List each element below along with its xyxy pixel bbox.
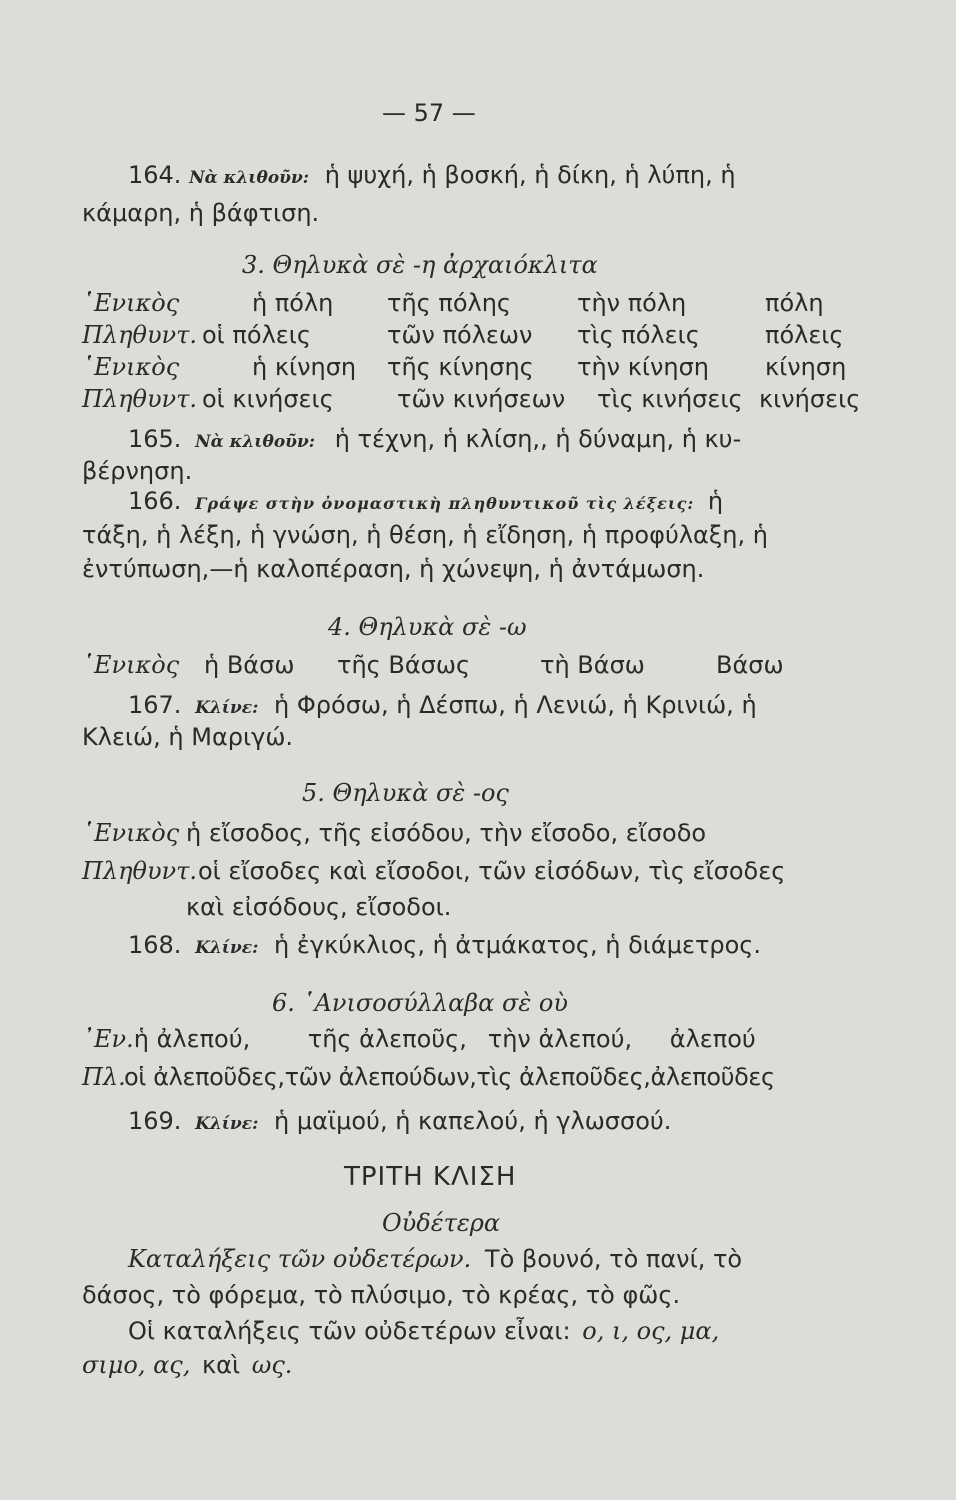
exercise-command: Κλίνε: (195, 698, 259, 718)
declension-row (82, 650, 784, 680)
exercise-number: 169. (128, 1107, 182, 1135)
exercise-number: 164. (128, 161, 182, 189)
paragraph-text: Τὸ βουνό, τὸ πανί, τὸ (484, 1245, 743, 1273)
declension-row (82, 818, 706, 848)
exercise-number: 168. (128, 931, 182, 959)
cell: τῶν κινήσεων (397, 385, 566, 413)
cell: ἀλεπού (669, 1025, 756, 1053)
exercise-167-line1 (128, 690, 757, 723)
exercise-text: ἡ τέχνη, ἡ κλίση,, ἡ δύναμη, ἡ κυ- (334, 425, 742, 453)
cell: ἡ ἀλεπού, (133, 1025, 251, 1053)
cell: τῆς κίνησης (387, 353, 534, 381)
exercise-text: ἡ (707, 487, 724, 515)
cell: κινήσεις (759, 385, 861, 413)
section-3-heading: 3. Θηλυκὰ σὲ -η ἀρχαιόκλιτα (242, 251, 598, 279)
row-label: ῾Ενικὸς (82, 353, 180, 381)
cell: τῆς ἀλεποῦς, (307, 1025, 467, 1053)
exercise-text: ἡ ἐγκύκλιος, ἡ ἀτμάκατος, ἡ διάμετρος. (274, 931, 762, 959)
cell: οἱ πόλεις (202, 321, 311, 349)
section-4-heading: 4. Θηλυκὰ σὲ -ω (328, 613, 527, 641)
endings-list: ως. (251, 1351, 293, 1379)
paragraph-1-line1 (128, 1244, 742, 1274)
declension-row (82, 288, 824, 318)
exercise-command: Γράψε στὴν ὀνομαστικὴ πληθυντικοῦ τὶς λέξεις: (195, 494, 695, 513)
cell: πόλεις (765, 321, 844, 349)
cell: πόλη (765, 289, 824, 317)
declension-row (82, 1062, 775, 1092)
row-label: ῾Ενικὸς (82, 289, 180, 317)
endings-list: σιμο, ας, (82, 1351, 191, 1379)
cell: τὴν κίνηση (577, 353, 709, 381)
row-label: Πληθυντ. (82, 385, 198, 413)
exercise-166-line2: τάξη, ἡ λέξη, ἡ γνώση, ἡ θέση, ἡ εἴδηση, ἡ προφύλαξη, ἡ (82, 521, 768, 549)
cell: τὴ Βάσω (540, 651, 645, 679)
cell: τῶν πόλεων (387, 321, 533, 349)
section-5-heading: 5. Θηλυκὰ σὲ -ος (302, 779, 509, 807)
cell: τῆς Βάσως (337, 651, 471, 679)
cell: ἡ κίνηση (252, 353, 357, 381)
cell: ἡ εἴσοδος, τῆς εἰσόδου, τὴν εἴσοδο, εἴσοδο (186, 819, 707, 847)
declension-row (82, 320, 844, 350)
row-label: Πληθυντ. (82, 857, 198, 885)
exercise-command: Νὰ κλιθοῦν: (189, 168, 310, 188)
cell: τὴν ἀλεπού, (487, 1025, 633, 1053)
row-label: Πλ. (82, 1063, 126, 1091)
exercise-number: 167. (128, 691, 182, 719)
exercise-command: Κλίνε: (195, 938, 259, 958)
cell: οἱ κινήσεις (202, 385, 334, 413)
row-label: ᾿Εν. (82, 1025, 134, 1053)
exercise-text: ἡ μαϊμού, ἡ καπελού, ἡ γλωσσού. (274, 1107, 672, 1135)
exercise-text: ἡ ψυχή, ἡ βοσκή, ἡ δίκη, ἡ λύπη, ἡ (324, 161, 736, 189)
cell: ἡ Βάσω (204, 651, 295, 679)
exercise-165-line2: βέρνηση. (82, 457, 193, 485)
declension-row (82, 856, 785, 886)
row-label: ῾Ενικὸς (82, 651, 180, 679)
exercise-166-line3: ἐντύπωση,—ἡ καλοπέραση, ἡ χώνεψη, ἡ ἀντάμωση. (82, 555, 705, 583)
exercise-164-line2: κάμαρη, ἡ βάφτιση. (82, 199, 320, 227)
row-label: ῾Ενικὸς (82, 819, 180, 847)
exercise-165-line1 (128, 424, 741, 457)
cell: τὴν πόλη (577, 289, 687, 317)
declension-row (82, 1024, 756, 1054)
paragraph-text: καὶ (202, 1351, 241, 1379)
section-6-heading: 6. ῾Ανισοσύλλαβα σὲ οὺ (272, 989, 568, 1017)
declension-row (82, 384, 860, 414)
paragraph-2-line1 (128, 1316, 719, 1346)
chapter-heading: ΤΡΙΤΗ ΚΛΙΣΗ (344, 1162, 517, 1192)
declension-row-continued: καὶ εἰσόδους, εἴσοδοι. (186, 893, 452, 921)
cell: τὶς κινήσεις (597, 385, 743, 413)
chapter-subheading: Οὐδέτερα (382, 1209, 501, 1237)
cell: ἡ πόλη (252, 289, 334, 317)
exercise-command: Νὰ κλιθοῦν: (195, 432, 316, 452)
paragraph-text: Οἱ καταλήξεις τῶν οὐδετέρων εἶναι: (128, 1317, 571, 1345)
exercise-command: Κλίνε: (195, 1114, 259, 1134)
exercise-166-line1 (128, 486, 723, 519)
exercise-164-line1 (128, 160, 736, 193)
declension-row (82, 352, 846, 382)
cell: οἱ εἴσοδες καὶ εἴσοδοι, τῶν εἰσόδων, τὶς εἴσοδες (198, 857, 786, 885)
row-label: Πληθυντ. (82, 321, 198, 349)
exercise-169-line1 (128, 1106, 671, 1139)
cell: Βάσω (716, 651, 784, 679)
exercise-number: 166. (128, 487, 182, 515)
paragraph-2-line2 (82, 1350, 292, 1380)
paragraph-1-line2: δάσος, τὸ φόρεμα, τὸ πλύσιμο, τὸ κρέας, τὸ φῶς. (82, 1281, 681, 1309)
exercise-168-line1 (128, 930, 761, 963)
cell: κίνηση (765, 353, 847, 381)
page-number: — 57 — (382, 99, 476, 127)
cell: τὶς πόλεις (577, 321, 700, 349)
exercise-number: 165. (128, 425, 182, 453)
cell: τῆς πόλης (387, 289, 512, 317)
exercise-167-line2: Κλειώ, ἡ Μαριγώ. (82, 723, 294, 751)
cell: οἱ ἀλεποῦδες,τῶν ἀλεπούδων,τὶς ἀλεποῦδες,ἀλεποῦδες (124, 1063, 775, 1091)
exercise-text: ἡ Φρόσω, ἡ Δέσπω, ἡ Λενιώ, ἡ Κρινιώ, ἡ (274, 691, 757, 719)
endings-list: ο, ι, ος, μα, (582, 1317, 720, 1345)
paragraph-heading: Καταλήξεις τῶν οὐδετέρων. (128, 1245, 472, 1273)
